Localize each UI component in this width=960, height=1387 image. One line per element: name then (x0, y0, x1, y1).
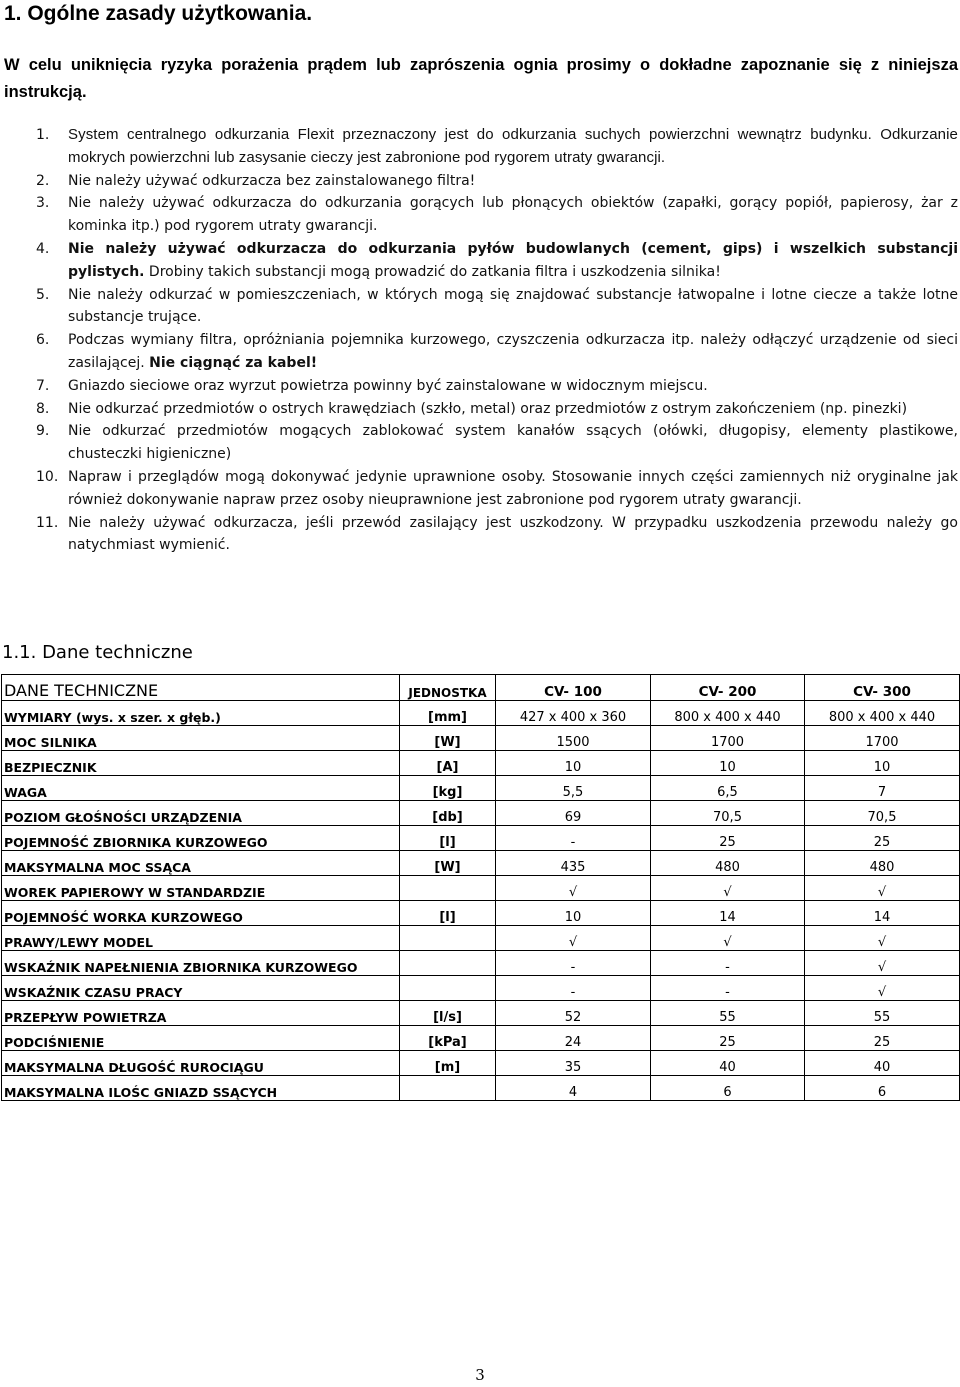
cv100-value-cell: - (496, 976, 651, 1001)
cv100-value-cell: √ (496, 876, 651, 901)
cv200-value-cell: 14 (651, 901, 805, 926)
rule-text (68, 329, 958, 375)
rule-item (0, 466, 960, 512)
rule-item (0, 375, 960, 398)
param-name-cell: PODCIŚNIENIE (2, 1026, 400, 1051)
cv100-value-cell: 4 (496, 1076, 651, 1101)
unit-cell: [A] (400, 751, 496, 776)
table-row (2, 1076, 960, 1101)
param-name-cell: POZIOM GŁOŚNOŚCI URZĄDZENIA (2, 801, 400, 826)
rule-number: 6. (36, 332, 50, 349)
rule-number: 4. (36, 240, 50, 257)
table-row (2, 876, 960, 901)
cv300-value-cell: 40 (805, 1051, 960, 1076)
cv100-value-cell: 10 (496, 751, 651, 776)
param-name-cell: POJEMNOŚĆ WORKA KURZOWEGO (2, 901, 400, 926)
table-row (2, 951, 960, 976)
table-row (2, 701, 960, 726)
cv100-value-cell: 69 (496, 801, 651, 826)
rule-text: Nie należy odkurzać w pomieszczeniach, w których mogą się znajdować substancje łatwopalne i lotne ciecze a także lotne substancje trujące. (68, 286, 958, 326)
rule-text: Nie należy używać odkurzacza do odkurzania gorących lub płonących obiektów (zapałki, gorący popiół, papierosy, żar z kominka itp.) pod rygorem utraty gwarancji. (68, 195, 958, 235)
param-name-cell: WSKAŹNIK CZASU PRACY (2, 976, 400, 1001)
param-name-cell: PRZEPŁYW POWIETRZA (2, 1001, 400, 1026)
rule-bold-text: Nie ciągnąć za kabel! (149, 354, 318, 371)
cv200-value-cell: 10 (651, 751, 805, 776)
rule-number: 5. (36, 286, 50, 303)
cv300-value-cell: 1700 (805, 726, 960, 751)
table-row (2, 1026, 960, 1051)
cv100-value-cell: 24 (496, 1026, 651, 1051)
table-row (2, 926, 960, 951)
cv300-value-cell: 10 (805, 751, 960, 776)
intro-warning: W celu uniknięcia ryzyka porażenia prądem lub zaprószenia ognia prosimy o dokładne zapoznanie się z niniejsza instrukcją. (4, 56, 958, 101)
table-row (2, 1051, 960, 1076)
cv200-value-cell: - (651, 951, 805, 976)
rule-item (0, 238, 960, 284)
rule-text: Nie odkurzać przedmiotów o ostrych krawędziach (szkło, metal) oraz przedmiotów z ostrym zakończeniem (np. pinezki) (68, 400, 908, 417)
rule-item (0, 512, 960, 558)
table-row (2, 751, 960, 776)
rule-item (0, 170, 960, 193)
unit-cell: [W] (400, 851, 496, 876)
param-name-cell: POJEMNOŚĆ ZBIORNIKA KURZOWEGO (2, 826, 400, 851)
table-row (2, 776, 960, 801)
cv200-value-cell: 800 x 400 x 440 (651, 701, 805, 726)
cv100-value-cell: 35 (496, 1051, 651, 1076)
unit-cell: [kg] (400, 776, 496, 801)
cv200-value-cell: 6 (651, 1076, 805, 1101)
cv100-value-cell: 1500 (496, 726, 651, 751)
tech-spec-table (1, 674, 960, 1101)
tech-data-title: 1.1. Dane techniczne (2, 642, 193, 663)
cv300-value-cell: 70,5 (805, 801, 960, 826)
cv300-value-cell: 25 (805, 1026, 960, 1051)
table-row (2, 851, 960, 876)
table-header-row (2, 675, 960, 701)
rule-text: System centralnego odkurzania Flexit przeznaczony jest do odkurzania suchych powierzchni wewnątrz budynku. Odkurzanie mokrych powierzchni lub zasysanie cieczy jest zabronione pod rygorem utraty gwarancji. (68, 126, 958, 166)
page-number: 3 (475, 1366, 485, 1384)
cv300-value-cell: 25 (805, 826, 960, 851)
rule-item (0, 124, 960, 170)
rule-text: Nie należy używać odkurzacza, jeśli przewód zasilający jest uszkodzony. W przypadku uszkodzenia przewodu należy go natychmiast wymienić. (68, 514, 958, 554)
cv100-value-cell: 427 x 400 x 360 (496, 701, 651, 726)
param-name-cell: MAKSYMALNA MOC SSĄCA (2, 851, 400, 876)
cv300-value-cell: √ (805, 876, 960, 901)
cv100-value-cell: √ (496, 926, 651, 951)
cv100-value-cell: - (496, 826, 651, 851)
cv300-value-cell: √ (805, 926, 960, 951)
param-name-cell: WOREK PAPIEROWY W STANDARDZIE (2, 876, 400, 901)
rule-item (0, 420, 960, 466)
param-name-cell: MAKSYMALNA DŁUGOŚĆ RUROCIĄGU (2, 1051, 400, 1076)
cv200-value-cell: 70,5 (651, 801, 805, 826)
unit-cell: [l/s] (400, 1001, 496, 1026)
cv300-value-cell: 480 (805, 851, 960, 876)
param-name-cell: MOC SILNIKA (2, 726, 400, 751)
rule-item (0, 192, 960, 238)
cv100-value-cell: - (496, 951, 651, 976)
rule-number: 3. (36, 195, 50, 212)
cv100-value-cell: 5,5 (496, 776, 651, 801)
cv100-value-cell: 435 (496, 851, 651, 876)
cv200-value-cell: 1700 (651, 726, 805, 751)
cv200-value-cell: 480 (651, 851, 805, 876)
param-name-cell: PRAWY/LEWY MODEL (2, 926, 400, 951)
table-row (2, 801, 960, 826)
cv200-value-cell: 40 (651, 1051, 805, 1076)
cv200-value-cell: √ (651, 876, 805, 901)
cv200-value-cell: - (651, 976, 805, 1001)
rule-text: Nie odkurzać przedmiotów mogących zablokować system kanałów ssących (ołówki, długopisy, elementy plastikowe, chusteczki higieniczne) (68, 423, 958, 463)
cv300-value-cell: 800 x 400 x 440 (805, 701, 960, 726)
rule-regular-text: Podczas wymiany filtra, opróżniania pojemnika kurzowego, czyszczenia odkurzacza itp. należy odłączyć urządzenie od sieci zasilającej. (68, 332, 958, 371)
unit-cell (400, 926, 496, 951)
table-row (2, 901, 960, 926)
param-name-cell: WYMIARY (wys. x szer. x głęb.) (2, 701, 400, 726)
unit-cell: [mm] (400, 701, 496, 726)
rule-text: Nie należy używać odkurzacza bez zainstalowanego filtra! (68, 172, 476, 189)
unit-cell: [m] (400, 1051, 496, 1076)
unit-cell: [l] (400, 826, 496, 851)
header-cell-cv300: CV- 300 (805, 675, 960, 701)
cv300-value-cell: √ (805, 951, 960, 976)
cv100-value-cell: 10 (496, 901, 651, 926)
unit-cell: [W] (400, 726, 496, 751)
cv300-value-cell: 6 (805, 1076, 960, 1101)
cv200-value-cell: 55 (651, 1001, 805, 1026)
rule-number: 11. (36, 514, 59, 531)
param-name-cell: BEZPIECZNIK (2, 751, 400, 776)
unit-cell: [db] (400, 801, 496, 826)
header-cell-params: DANE TECHNICZNE (2, 675, 400, 701)
param-name-cell: WSKAŹNIK NAPEŁNIENIA ZBIORNIKA KURZOWEGO (2, 951, 400, 976)
rule-number: 10. (36, 468, 59, 485)
rule-number: 8. (36, 400, 50, 417)
cv200-value-cell: 25 (651, 1026, 805, 1051)
rule-number: 1. (36, 127, 50, 143)
unit-cell (400, 951, 496, 976)
cv300-value-cell: 55 (805, 1001, 960, 1026)
section-title: 1. Ogólne zasady użytkowania. (4, 2, 313, 25)
unit-cell (400, 876, 496, 901)
rule-text (68, 238, 958, 284)
unit-cell (400, 1076, 496, 1101)
rule-regular-text: Drobiny takich substancji mogą prowadzić do zatkania filtra i uszkodzenia silnika! (144, 263, 721, 280)
table-row (2, 976, 960, 1001)
cv200-value-cell: 6,5 (651, 776, 805, 801)
param-name-cell: WAGA (2, 776, 400, 801)
cv300-value-cell: 14 (805, 901, 960, 926)
cv200-value-cell: √ (651, 926, 805, 951)
table-row (2, 1001, 960, 1026)
header-cell-cv100: CV- 100 (496, 675, 651, 701)
rule-number: 7. (36, 377, 50, 394)
rule-text: Gniazdo sieciowe oraz wyrzut powietrza powinny być zainstalowane w widocznym miejscu. (68, 377, 708, 394)
unit-cell (400, 976, 496, 1001)
table-row (2, 726, 960, 751)
rule-item (0, 284, 960, 330)
usage-rules-list (0, 124, 960, 557)
rule-item (0, 329, 960, 375)
rule-item (0, 398, 960, 421)
rule-bold-text: Nie należy używać odkurzacza do odkurzania pyłów budowlanych (cement, gips) i wszelkich substancji pylistych. (68, 240, 958, 280)
unit-cell: [l] (400, 901, 496, 926)
param-name-cell: MAKSYMALNA ILOŚC GNIAZD SSĄCYCH (2, 1076, 400, 1101)
table-row (2, 826, 960, 851)
header-cell-cv200: CV- 200 (651, 675, 805, 701)
header-cell-unit: JEDNOSTKA (400, 675, 496, 701)
cv100-value-cell: 52 (496, 1001, 651, 1026)
cv200-value-cell: 25 (651, 826, 805, 851)
cv300-value-cell: 7 (805, 776, 960, 801)
rule-text: Napraw i przeglądów mogą dokonywać jedynie uprawnione osoby. Stosowanie innych części zamiennych niż oryginalne jak również dokonywanie napraw przez osoby nieuprawnione jest zabronione pod rygorem utraty gwarancji. (68, 468, 958, 508)
rule-number: 2. (36, 172, 50, 189)
cv300-value-cell: √ (805, 976, 960, 1001)
rule-number: 9. (36, 423, 50, 440)
unit-cell: [kPa] (400, 1026, 496, 1051)
